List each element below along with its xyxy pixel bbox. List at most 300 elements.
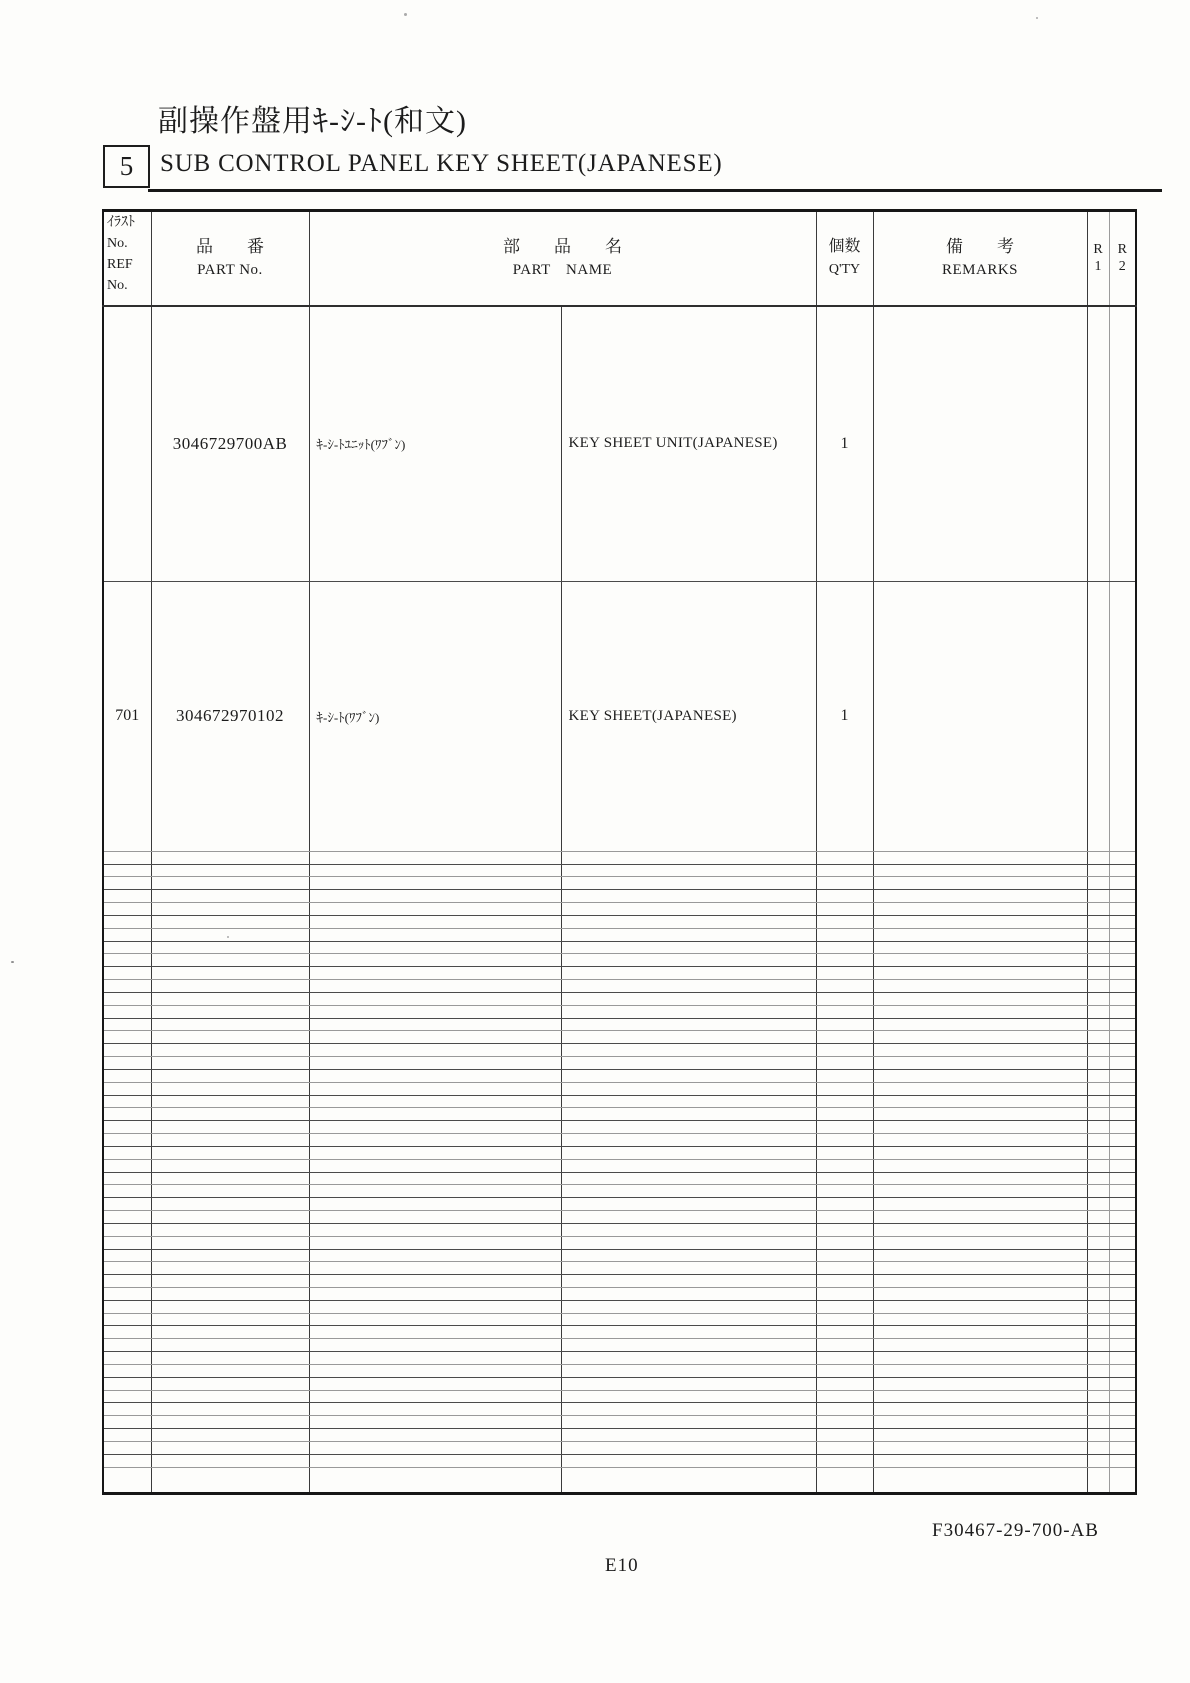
cell-name-jp <box>309 1339 561 1352</box>
cell-remarks <box>873 890 1087 903</box>
cell-r2 <box>1109 1403 1136 1416</box>
cell-r2 <box>1109 1416 1136 1429</box>
cell-name-jp <box>309 1236 561 1249</box>
cell-part-no <box>151 1223 309 1236</box>
cell-part-no <box>151 1146 309 1159</box>
cell-name-en <box>561 1249 816 1262</box>
table-row-empty <box>103 1108 1136 1121</box>
cell-qty <box>816 1095 873 1108</box>
cell-ref <box>103 1262 151 1275</box>
cell-r2 <box>1109 1082 1136 1095</box>
cell-part-no <box>151 1313 309 1326</box>
column-header-r2 <box>1109 211 1136 306</box>
cell-qty <box>816 1403 873 1416</box>
cell-name-en <box>561 1198 816 1211</box>
cell-name-jp <box>309 1082 561 1095</box>
cell-r1 <box>1087 1211 1109 1224</box>
cell-qty <box>816 1031 873 1044</box>
cell-r2 <box>1109 1005 1136 1018</box>
cell-name-en <box>561 954 816 967</box>
cell-remarks <box>873 1467 1087 1493</box>
cell-part-no <box>151 1377 309 1390</box>
table-row-empty <box>103 864 1136 877</box>
header-ref-line1: ｲﾗｽﾄ <box>107 215 135 230</box>
cell-name-en <box>561 1134 816 1147</box>
cell-name-jp <box>309 1069 561 1082</box>
header-part-name-en: PART NAME <box>512 262 613 279</box>
cell-ref <box>103 1018 151 1031</box>
table-row-empty <box>103 1185 1136 1198</box>
table-row-empty <box>103 1172 1136 1185</box>
cell-name-jp <box>309 1441 561 1454</box>
cell-part-no <box>151 992 309 1005</box>
cell-part-no <box>151 1300 309 1313</box>
cell-name-jp <box>309 864 561 877</box>
cell-qty <box>816 928 873 941</box>
cell-r1 <box>1087 864 1109 877</box>
cell-remarks <box>873 1108 1087 1121</box>
cell-qty <box>816 1287 873 1300</box>
cell-name-en <box>561 928 816 941</box>
cell-remarks <box>873 1352 1087 1365</box>
parts-table-header <box>103 211 1136 306</box>
scan-speck <box>404 13 407 16</box>
header-remarks-en: REMARKS <box>941 262 1019 279</box>
cell-name-en <box>561 1082 816 1095</box>
cell-name-jp: ｷ-ｼ-ﾄ(ﾜﾌﾞﾝ) <box>309 582 561 852</box>
table-row-empty <box>103 941 1136 954</box>
cell-remarks <box>873 1390 1087 1403</box>
cell-qty <box>816 992 873 1005</box>
page-title-english: SUB CONTROL PANEL KEY SHEET(JAPANESE) <box>160 150 723 177</box>
cell-part-no <box>151 1467 309 1493</box>
cell-part-no <box>151 1441 309 1454</box>
cell-name-en <box>561 1429 816 1442</box>
cell-r2 <box>1109 1236 1136 1249</box>
cell-part-no: 304672970102 <box>151 582 309 852</box>
cell-r1 <box>1087 903 1109 916</box>
cell-name-jp <box>309 1211 561 1224</box>
cell-r2 <box>1109 967 1136 980</box>
cell-name-jp <box>309 890 561 903</box>
cell-ref <box>103 864 151 877</box>
cell-qty <box>816 1044 873 1057</box>
cell-name-en <box>561 1390 816 1403</box>
cell-name-en <box>561 1364 816 1377</box>
cell-ref <box>103 1390 151 1403</box>
cell-ref <box>103 1172 151 1185</box>
cell-ref <box>103 1211 151 1224</box>
cell-qty <box>816 1339 873 1352</box>
cell-name-jp <box>309 980 561 993</box>
parts-table <box>102 209 1137 1495</box>
section-number: 5 <box>119 151 134 181</box>
cell-r1 <box>1087 1377 1109 1390</box>
cell-name-en <box>561 915 816 928</box>
cell-r1 <box>1087 941 1109 954</box>
cell-r2 <box>1109 980 1136 993</box>
cell-r1 <box>1087 1057 1109 1070</box>
cell-r2 <box>1109 1211 1136 1224</box>
cell-name-en <box>561 1211 816 1224</box>
cell-name-jp <box>309 1429 561 1442</box>
table-row-empty <box>103 1249 1136 1262</box>
cell-remarks <box>873 1300 1087 1313</box>
cell-qty <box>816 1416 873 1429</box>
cell-ref <box>103 1005 151 1018</box>
cell-name-en <box>561 1005 816 1018</box>
cell-r2 <box>1109 877 1136 890</box>
cell-r2 <box>1109 1057 1136 1070</box>
cell-qty <box>816 1262 873 1275</box>
cell-ref <box>103 1146 151 1159</box>
scan-speck <box>1036 17 1038 19</box>
cell-r2 <box>1109 1108 1136 1121</box>
cell-ref <box>103 1377 151 1390</box>
table-row-empty <box>103 1044 1136 1057</box>
cell-name-en <box>561 1172 816 1185</box>
cell-remarks <box>873 992 1087 1005</box>
cell-part-no <box>151 1005 309 1018</box>
cell-ref <box>103 1467 151 1493</box>
cell-part-no: 3046729700AB <box>151 306 309 582</box>
cell-name-jp <box>309 1262 561 1275</box>
cell-qty <box>816 851 873 864</box>
cell-ref <box>103 1326 151 1339</box>
table-row-empty <box>103 851 1136 864</box>
cell-ref <box>103 1031 151 1044</box>
cell-qty <box>816 1134 873 1147</box>
cell-ref <box>103 1416 151 1429</box>
cell-ref <box>103 1339 151 1352</box>
table-row-empty <box>103 1057 1136 1070</box>
cell-r1 <box>1087 890 1109 903</box>
cell-remarks <box>873 915 1087 928</box>
cell-part-no <box>151 1057 309 1070</box>
cell-ref <box>103 1121 151 1134</box>
header-ref-line2: No. <box>107 236 128 251</box>
cell-part-no <box>151 1429 309 1442</box>
cell-name-jp <box>309 1057 561 1070</box>
column-header-qty <box>816 211 873 306</box>
header-r1-line2: 1 <box>1094 259 1102 275</box>
table-row-empty <box>103 1095 1136 1108</box>
cell-remarks <box>873 1249 1087 1262</box>
cell-r1 <box>1087 1364 1109 1377</box>
cell-name-jp <box>309 992 561 1005</box>
cell-ref <box>103 954 151 967</box>
table-row-empty <box>103 1262 1136 1275</box>
table-row-empty <box>103 967 1136 980</box>
cell-r1 <box>1087 1287 1109 1300</box>
cell-remarks <box>873 1377 1087 1390</box>
cell-part-no <box>151 877 309 890</box>
cell-name-en <box>561 1069 816 1082</box>
table-row-empty <box>103 1236 1136 1249</box>
cell-part-no <box>151 1172 309 1185</box>
cell-qty: 1 <box>816 306 873 582</box>
cell-ref <box>103 992 151 1005</box>
cell-remarks <box>873 1454 1087 1467</box>
cell-qty <box>816 1454 873 1467</box>
cell-r1 <box>1087 1352 1109 1365</box>
cell-r1 <box>1087 1069 1109 1082</box>
table-row-empty <box>103 1313 1136 1326</box>
cell-name-en <box>561 1108 816 1121</box>
table-row-empty <box>103 1159 1136 1172</box>
cell-ref <box>103 941 151 954</box>
column-header-part-name <box>309 211 816 306</box>
table-row-empty <box>103 1121 1136 1134</box>
cell-part-no <box>151 928 309 941</box>
cell-r2 <box>1109 915 1136 928</box>
cell-name-en <box>561 890 816 903</box>
cell-r2 <box>1109 1313 1136 1326</box>
cell-qty <box>816 1018 873 1031</box>
cell-qty <box>816 1429 873 1442</box>
cell-part-no <box>151 1403 309 1416</box>
table-row-empty <box>103 903 1136 916</box>
cell-remarks <box>873 1429 1087 1442</box>
cell-qty <box>816 1377 873 1390</box>
cell-part-no <box>151 1031 309 1044</box>
cell-qty <box>816 1146 873 1159</box>
cell-name-jp <box>309 1275 561 1288</box>
cell-part-no <box>151 1044 309 1057</box>
table-row-empty <box>103 1198 1136 1211</box>
cell-qty <box>816 967 873 980</box>
cell-remarks <box>873 1275 1087 1288</box>
cell-r1 <box>1087 877 1109 890</box>
cell-remarks <box>873 851 1087 864</box>
cell-r1 <box>1087 1095 1109 1108</box>
cell-ref <box>103 1403 151 1416</box>
cell-part-no <box>151 1262 309 1275</box>
cell-r2 <box>1109 1134 1136 1147</box>
cell-ref <box>103 1082 151 1095</box>
table-row-empty <box>103 954 1136 967</box>
table-row-empty <box>103 1134 1136 1147</box>
cell-qty <box>816 903 873 916</box>
cell-name-jp <box>309 1134 561 1147</box>
cell-remarks <box>873 903 1087 916</box>
cell-name-en <box>561 1287 816 1300</box>
cell-remarks <box>873 1198 1087 1211</box>
cell-remarks <box>873 1262 1087 1275</box>
column-header-part-no <box>151 211 309 306</box>
cell-qty <box>816 1352 873 1365</box>
cell-r2 <box>1109 903 1136 916</box>
cell-ref <box>103 1454 151 1467</box>
cell-name-en <box>561 1313 816 1326</box>
cell-qty <box>816 1121 873 1134</box>
cell-r2 <box>1109 1172 1136 1185</box>
cell-remarks <box>873 1223 1087 1236</box>
cell-ref <box>103 851 151 864</box>
cell-r2 <box>1109 941 1136 954</box>
cell-r1 <box>1087 928 1109 941</box>
cell-name-en <box>561 1018 816 1031</box>
cell-part-no <box>151 1352 309 1365</box>
cell-r1 <box>1087 1185 1109 1198</box>
cell-remarks <box>873 1134 1087 1147</box>
cell-r2 <box>1109 1275 1136 1288</box>
cell-name-en <box>561 992 816 1005</box>
cell-remarks <box>873 1082 1087 1095</box>
cell-name-jp <box>309 1300 561 1313</box>
cell-r2 <box>1109 1018 1136 1031</box>
cell-name-en <box>561 1223 816 1236</box>
cell-qty <box>816 1275 873 1288</box>
cell-r1 <box>1087 1223 1109 1236</box>
cell-part-no <box>151 1287 309 1300</box>
table-row-empty <box>103 1146 1136 1159</box>
cell-part-no <box>151 890 309 903</box>
cell-qty <box>816 1069 873 1082</box>
cell-part-no <box>151 903 309 916</box>
cell-r1 <box>1087 1031 1109 1044</box>
scan-speck <box>227 936 229 938</box>
cell-qty <box>816 1313 873 1326</box>
cell-qty <box>816 1249 873 1262</box>
cell-r2 <box>1109 1467 1136 1493</box>
header-part-no-en: PART No. <box>197 262 263 279</box>
header-part-no-jp: 品 番 <box>196 237 264 257</box>
table-row-empty <box>103 1390 1136 1403</box>
cell-name-en: KEY SHEET(JAPANESE) <box>561 582 816 852</box>
cell-name-jp <box>309 954 561 967</box>
cell-r2 <box>1109 1339 1136 1352</box>
cell-name-jp <box>309 877 561 890</box>
cell-r1 <box>1087 992 1109 1005</box>
cell-remarks <box>873 1069 1087 1082</box>
cell-name-jp <box>309 1326 561 1339</box>
cell-r2 <box>1109 1044 1136 1057</box>
cell-qty <box>816 1390 873 1403</box>
cell-ref <box>103 1364 151 1377</box>
cell-ref <box>103 928 151 941</box>
cell-r2 <box>1109 1095 1136 1108</box>
cell-remarks <box>873 1172 1087 1185</box>
cell-r2 <box>1109 1121 1136 1134</box>
cell-name-jp <box>309 1146 561 1159</box>
cell-part-no <box>151 1390 309 1403</box>
cell-qty <box>816 1364 873 1377</box>
cell-name-en <box>561 1159 816 1172</box>
document-number: F30467-29-700-AB <box>932 1520 1099 1541</box>
cell-r1 <box>1087 1275 1109 1288</box>
cell-r1 <box>1087 1018 1109 1031</box>
cell-remarks <box>873 1287 1087 1300</box>
table-row-empty <box>103 1211 1136 1224</box>
table-row-empty <box>103 1326 1136 1339</box>
table-row-empty <box>103 1441 1136 1454</box>
table-row-empty <box>103 1082 1136 1095</box>
cell-name-jp <box>309 1095 561 1108</box>
cell-part-no <box>151 941 309 954</box>
cell-remarks <box>873 1121 1087 1134</box>
cell-ref <box>103 1198 151 1211</box>
cell-qty <box>816 1300 873 1313</box>
table-row-empty <box>103 1429 1136 1442</box>
cell-r1 <box>1087 1454 1109 1467</box>
cell-ref <box>103 1069 151 1082</box>
cell-part-no <box>151 1339 309 1352</box>
column-header-remarks <box>873 211 1087 306</box>
cell-name-en <box>561 941 816 954</box>
cell-part-no <box>151 1159 309 1172</box>
cell-part-no <box>151 954 309 967</box>
table-row-empty <box>103 1364 1136 1377</box>
cell-qty <box>816 1236 873 1249</box>
cell-name-jp <box>309 915 561 928</box>
cell-name-en <box>561 1403 816 1416</box>
cell-name-jp <box>309 1185 561 1198</box>
cell-part-no <box>151 1134 309 1147</box>
cell-r2 <box>1109 1364 1136 1377</box>
cell-r2 <box>1109 1185 1136 1198</box>
header-r1-line1: R <box>1093 242 1103 258</box>
table-row-empty <box>103 1403 1136 1416</box>
cell-r2 <box>1109 890 1136 903</box>
cell-qty <box>816 1082 873 1095</box>
cell-qty <box>816 954 873 967</box>
cell-name-jp <box>309 1044 561 1057</box>
cell-name-en <box>561 1339 816 1352</box>
header-ref-line3: REF <box>107 257 133 272</box>
cell-remarks <box>873 1403 1087 1416</box>
cell-part-no <box>151 1326 309 1339</box>
cell-qty <box>816 915 873 928</box>
header-part-name-jp: 部 品 名 <box>503 237 622 257</box>
table-row-empty <box>103 992 1136 1005</box>
cell-ref <box>103 890 151 903</box>
cell-remarks <box>873 967 1087 980</box>
header-remarks-jp: 備 考 <box>946 237 1014 257</box>
table-row-empty <box>103 1416 1136 1429</box>
cell-remarks <box>873 1364 1087 1377</box>
cell-remarks <box>873 1416 1087 1429</box>
cell-qty <box>816 877 873 890</box>
cell-part-no <box>151 1018 309 1031</box>
cell-name-jp <box>309 1108 561 1121</box>
cell-ref <box>103 1044 151 1057</box>
cell-r1 <box>1087 1172 1109 1185</box>
cell-r1 <box>1087 1134 1109 1147</box>
cell-name-en <box>561 864 816 877</box>
cell-r1 <box>1087 1005 1109 1018</box>
header-r2-line1: R <box>1117 242 1127 258</box>
cell-r2 <box>1109 1249 1136 1262</box>
cell-name-en <box>561 1377 816 1390</box>
cell-name-jp <box>309 928 561 941</box>
cell-qty <box>816 980 873 993</box>
cell-qty <box>816 1185 873 1198</box>
cell-r1 <box>1087 1300 1109 1313</box>
cell-ref <box>103 915 151 928</box>
cell-name-en <box>561 877 816 890</box>
cell-name-en <box>561 1300 816 1313</box>
cell-name-en <box>561 903 816 916</box>
cell-r1 <box>1087 306 1109 582</box>
cell-part-no <box>151 1108 309 1121</box>
cell-name-jp <box>309 1416 561 1429</box>
cell-name-en <box>561 1416 816 1429</box>
cell-name-en <box>561 1121 816 1134</box>
cell-remarks <box>873 1441 1087 1454</box>
cell-remarks <box>873 864 1087 877</box>
cell-name-en <box>561 1031 816 1044</box>
